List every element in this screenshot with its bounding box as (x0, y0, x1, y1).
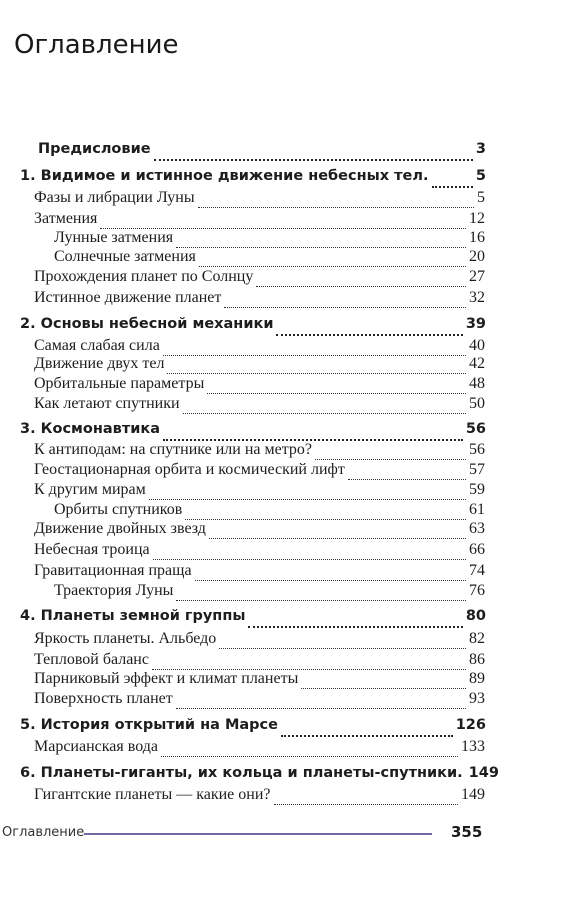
toc-entry-title: К другим мирам (34, 481, 146, 498)
toc-entry-title: Парниковый эффект и климат планеты (34, 670, 299, 687)
dot-leader (276, 334, 462, 336)
toc-page-number: 93 (469, 690, 485, 707)
dot-leader (167, 373, 466, 374)
page-title: Оглавление (14, 30, 179, 60)
toc-entry-title: 1. Видимое и истинное движение небесных тел. (20, 168, 429, 184)
toc-page-number: 89 (469, 670, 485, 687)
toc-page-number: 80 (465, 608, 486, 624)
dot-leader (209, 538, 466, 539)
toc-page-number: 61 (469, 501, 485, 518)
dot-leader (149, 499, 466, 500)
toc-entry-title: 6. Планеты-гиганты, их кольца и планеты-спутники. (20, 765, 463, 781)
toc-entry-title: Истинное движение планет (34, 289, 222, 306)
dot-leader (195, 580, 466, 581)
toc-entry-title: Фазы и либрации Луны (34, 189, 195, 206)
toc-entry-title: Геостационарная орбита и космический лифт (34, 461, 345, 478)
toc-entry-title: Яркость планеты. Альбедо (34, 630, 217, 647)
dot-leader (219, 648, 466, 649)
toc-page-number: 76 (469, 582, 485, 599)
toc-entry-title: Тепловой баланс (34, 651, 149, 668)
toc-entry-title: 4. Планеты земной группы (20, 608, 246, 624)
toc-entry-title: Орбитальные параметры (34, 375, 205, 392)
toc-page-number: 82 (469, 630, 485, 647)
toc-page-number: 56 (469, 441, 485, 458)
dot-leader (153, 559, 466, 560)
dot-leader (248, 626, 462, 628)
toc-section[interactable] (34, 289, 485, 313)
toc-page-number: 56 (465, 421, 486, 437)
dot-leader (154, 159, 473, 161)
toc-page-number: 42 (469, 355, 485, 372)
dot-leader (281, 735, 453, 737)
dot-leader (315, 459, 466, 460)
toc-page-number: 133 (461, 738, 485, 755)
toc-entry-title: Гравитационная праща (34, 562, 192, 579)
dot-leader (199, 266, 466, 267)
toc-page-number: 27 (469, 268, 485, 285)
dot-leader (161, 756, 458, 757)
dot-leader (301, 688, 466, 689)
toc-page-number: 48 (469, 375, 485, 392)
toc-page-number: 50 (469, 395, 485, 412)
dot-leader (256, 286, 466, 287)
dot-leader (176, 708, 466, 709)
toc-page-number: 86 (469, 651, 485, 668)
toc-page-number: 5 (475, 168, 486, 184)
dot-leader (224, 307, 466, 308)
toc-entry-title: 2. Основы небесной механики (20, 316, 274, 332)
toc-page-number: 16 (469, 229, 485, 246)
dot-leader (207, 393, 466, 394)
toc-entry-title: Траектория Луны (54, 582, 174, 599)
dot-leader (348, 479, 466, 480)
toc-entry-title: Движение двойных звезд (34, 520, 206, 537)
toc-section[interactable] (34, 738, 485, 762)
toc-page-number: 20 (469, 248, 485, 265)
toc-page-number: 126 (455, 717, 486, 733)
toc-page-number: 3 (475, 141, 486, 157)
toc-entry-title: Как летают спутники (34, 395, 180, 412)
toc-subsection[interactable] (54, 582, 485, 606)
toc-entry-title: Марсианская вода (34, 738, 158, 755)
toc-entry-title: Гигантские планеты — какие они? (34, 786, 271, 803)
footer-section-label: Оглавление (2, 825, 85, 840)
toc-chapter-preface[interactable] (38, 141, 486, 165)
toc-page-number: 40 (469, 337, 485, 354)
toc-page-number: 74 (469, 562, 485, 579)
toc-entry-title: Предисловие (38, 141, 151, 157)
toc-entry-title: Прохождения планет по Солнцу (34, 268, 254, 285)
toc-section[interactable] (34, 786, 485, 810)
toc-chapter-4[interactable] (20, 608, 486, 632)
dot-leader (183, 413, 466, 414)
page-footer (0, 822, 565, 846)
toc-entry-title: Затмения (34, 210, 98, 227)
dot-leader (198, 207, 474, 208)
toc-section[interactable] (34, 690, 485, 714)
toc-entry-title: К антиподам: на спутнике или на метро? (34, 441, 313, 458)
toc-page-number: 66 (469, 541, 485, 558)
footer-rule (84, 833, 432, 835)
toc-entry-title: Небесная троица (34, 541, 150, 558)
dot-leader (176, 600, 466, 601)
toc-page-number: 59 (469, 481, 485, 498)
toc-entry-title: Самая слабая сила (34, 337, 160, 354)
toc-entry-title: 5. История открытий на Марсе (20, 717, 278, 733)
toc-page-number: 32 (469, 289, 485, 306)
toc-page-number: 149 (461, 786, 485, 803)
toc-entry-title: 3. Космонавтика (20, 421, 161, 437)
toc-entry-title: Движение двух тел (34, 355, 165, 372)
page-number: 355 (451, 823, 483, 841)
toc-entry-title: Солнечные затмения (54, 248, 196, 265)
toc-entry-title: Лунные затмения (54, 229, 174, 246)
toc-page-number: 12 (469, 210, 485, 227)
toc-entry-title: Орбиты спутников (54, 501, 183, 518)
dot-leader (274, 804, 458, 805)
toc-entry-title: Поверхность планет (34, 690, 173, 707)
toc-page-number: 149 (468, 765, 499, 781)
toc-page-number: 63 (469, 520, 485, 537)
toc-section[interactable] (34, 395, 485, 419)
toc-page-number: 57 (469, 461, 485, 478)
toc-page-number: 5 (477, 189, 485, 206)
toc-page-number: 39 (465, 316, 486, 332)
dot-leader (432, 186, 473, 188)
